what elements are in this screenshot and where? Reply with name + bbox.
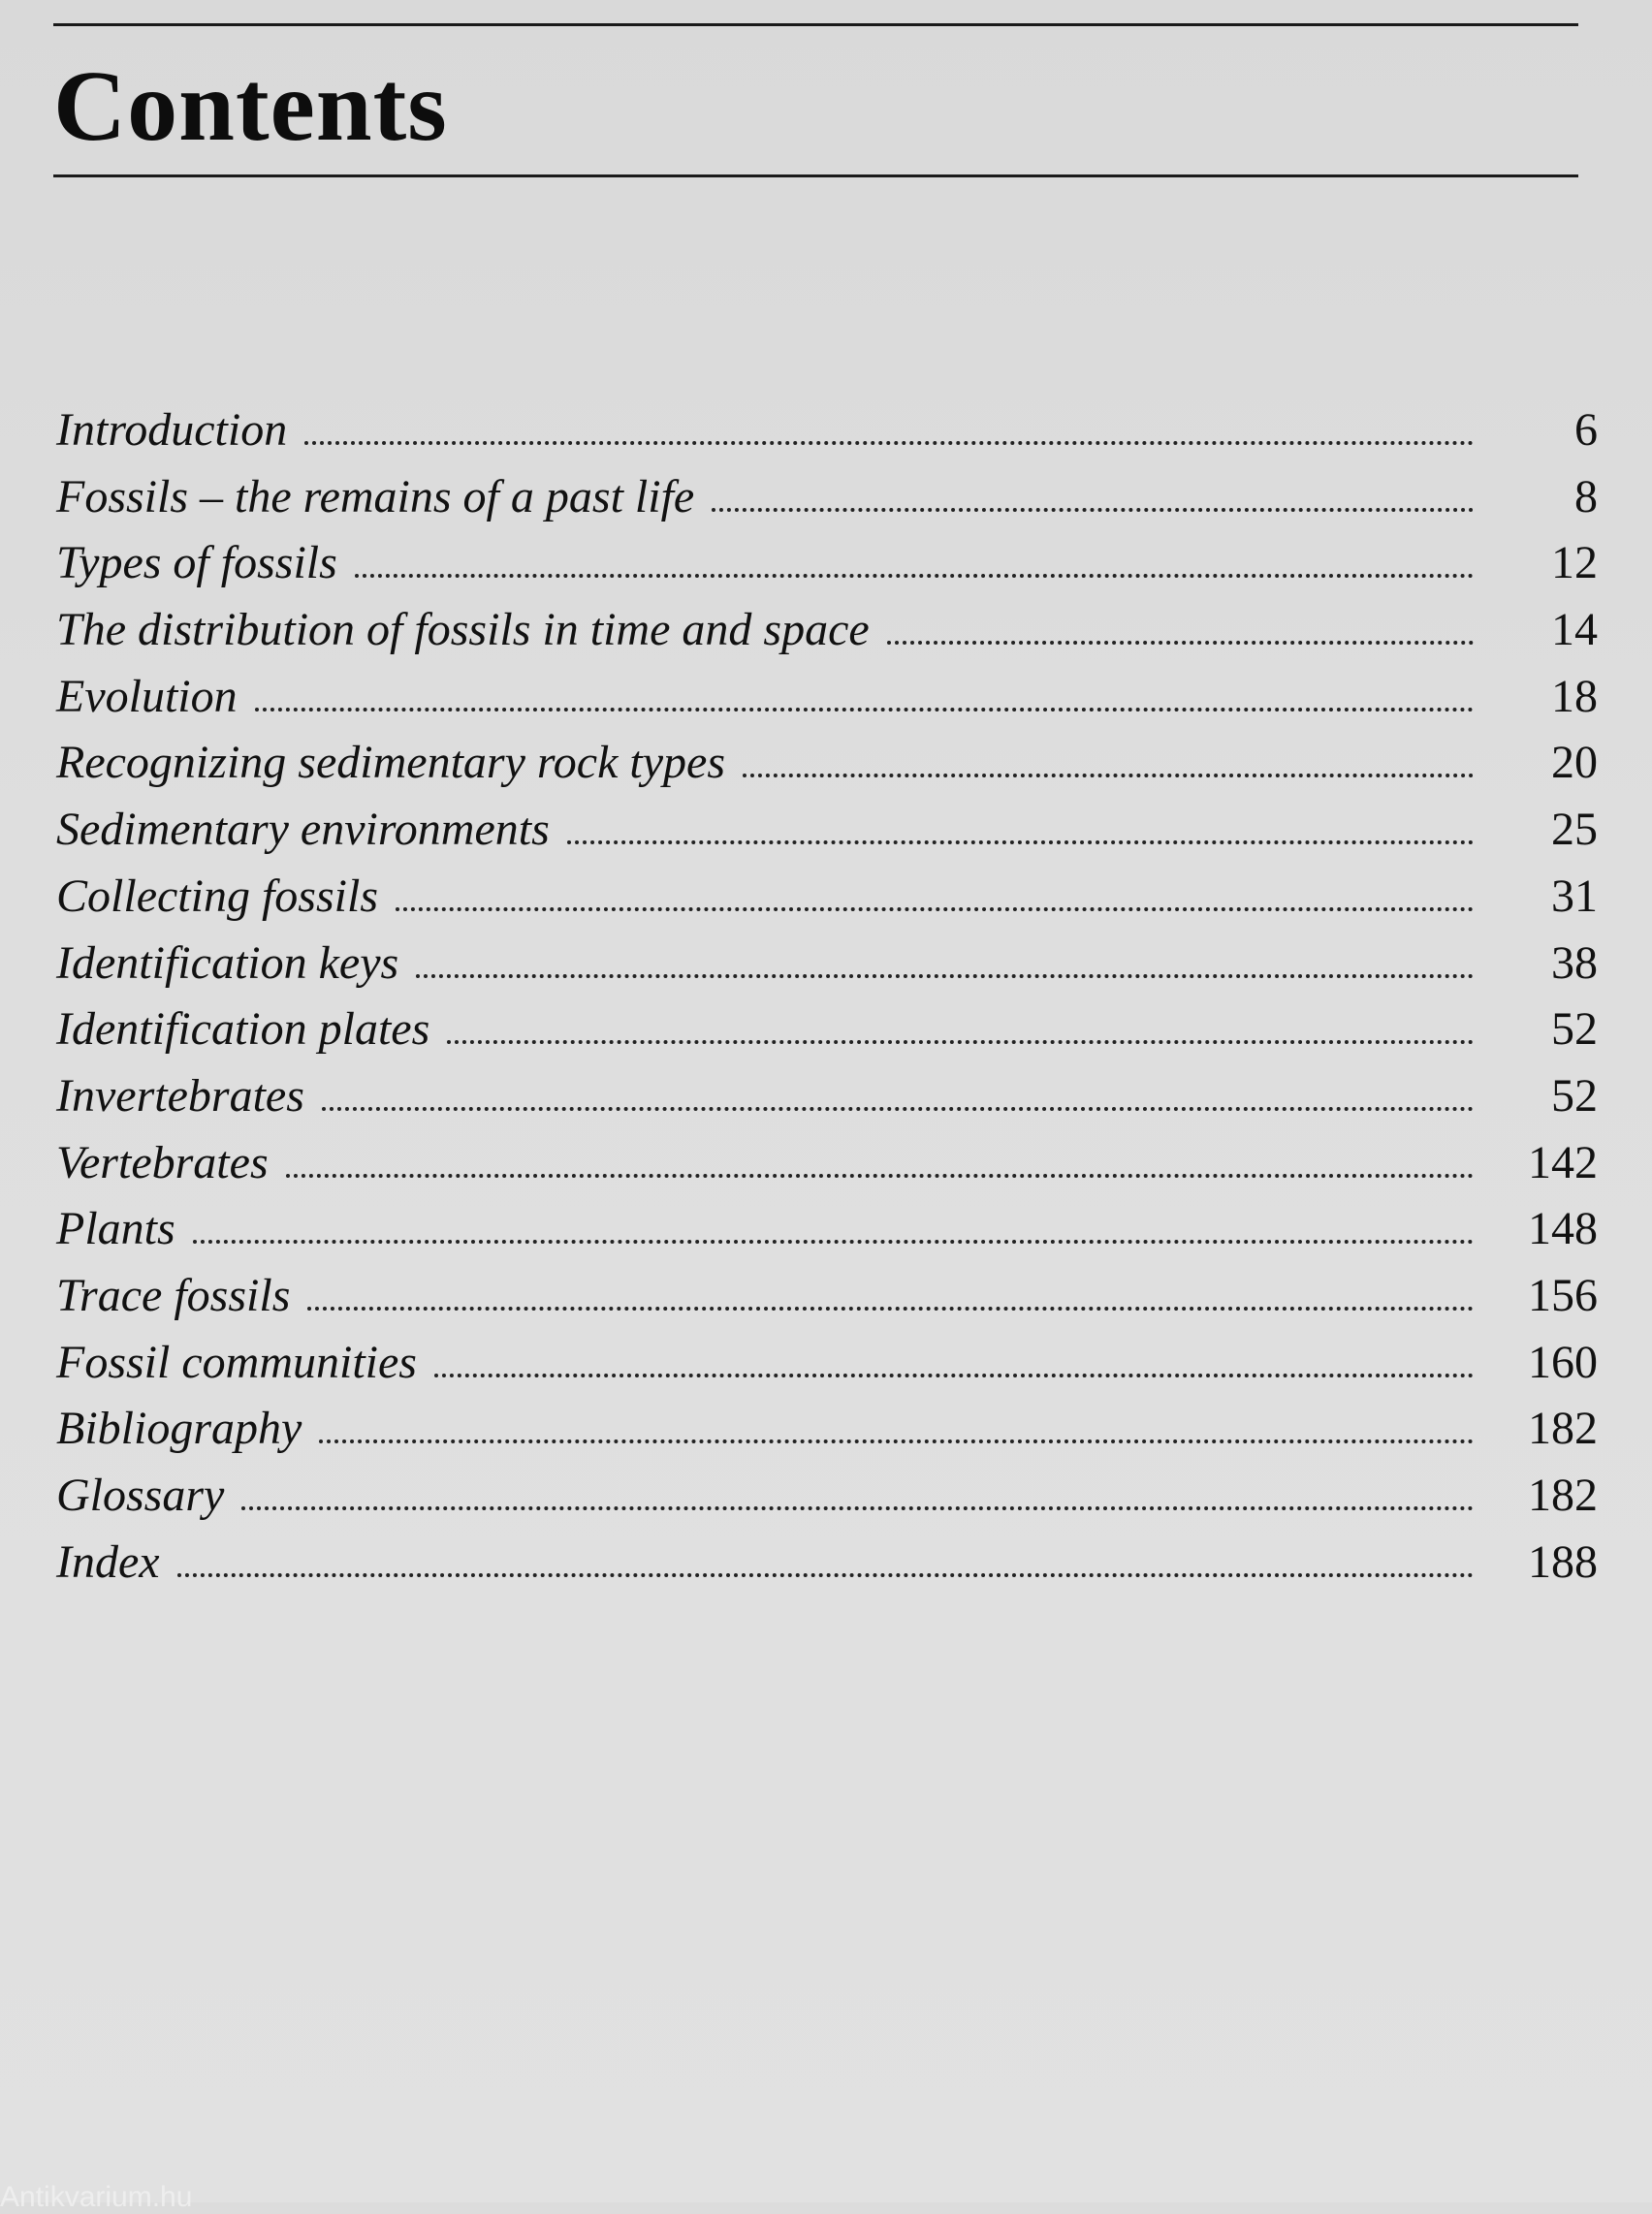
- toc-entry-page-number: 160: [1528, 1336, 1598, 1388]
- dot-leader: [567, 840, 1474, 844]
- toc-entry-title: Glossary: [56, 1470, 225, 1521]
- toc-entry-page-number: 31: [1551, 870, 1598, 922]
- toc-entry-title: Identification keys: [56, 936, 399, 989]
- toc-entry-title: Invertebrates: [56, 1069, 304, 1122]
- toc-entry-title: Sedimentary environments: [56, 804, 550, 856]
- dot-leader: [743, 774, 1474, 777]
- toc-entry-page-number: 182: [1528, 1470, 1598, 1521]
- toc-entry-page-number: 188: [1528, 1535, 1598, 1588]
- toc-entry: [56, 1063, 1598, 1130]
- toc-entry-title: Bibliography: [56, 1403, 302, 1455]
- toc-entry: [56, 931, 1598, 997]
- title-underline-rule: [53, 174, 1578, 177]
- toc-entry-title: Identification plates: [56, 1003, 430, 1056]
- toc-entry-page-number: 14: [1551, 604, 1598, 656]
- toc-entry: [56, 1196, 1598, 1263]
- toc-entry-page-number: 12: [1551, 537, 1598, 589]
- toc-entry-page-number: 38: [1551, 936, 1598, 989]
- toc-entry-title: Introduction: [56, 404, 288, 456]
- toc-entry-title: Fossil communities: [56, 1336, 417, 1388]
- toc-entry-title: The distribution of fossils in time and space: [56, 604, 870, 656]
- dot-leader: [887, 641, 1474, 645]
- toc-entry-title: Fossils – the remains of a past life: [56, 470, 695, 522]
- toc-entry-page-number: 6: [1574, 404, 1598, 456]
- toc-entry: [56, 1263, 1598, 1330]
- toc-entry-page-number: 156: [1528, 1269, 1598, 1321]
- toc-entry-title: Collecting fossils: [56, 870, 379, 922]
- dot-leader: [447, 1040, 1474, 1044]
- dot-leader: [434, 1374, 1474, 1377]
- dot-leader: [319, 1439, 1474, 1443]
- toc-entry-page-number: 8: [1574, 470, 1598, 522]
- toc-entry: [56, 1330, 1598, 1397]
- toc-entry: [56, 1463, 1598, 1530]
- dot-leader: [193, 1240, 1474, 1244]
- toc-entry-page-number: 25: [1551, 804, 1598, 856]
- watermark: Antikvarium.hu: [0, 2181, 193, 2213]
- table-of-contents: [56, 397, 1598, 1596]
- toc-entry-page-number: 182: [1528, 1403, 1598, 1455]
- toc-entry-title: Evolution: [56, 670, 238, 722]
- dot-leader: [712, 508, 1474, 512]
- toc-entry: [56, 730, 1598, 797]
- toc-entry: [56, 797, 1598, 864]
- toc-entry-title: Types of fossils: [56, 537, 337, 589]
- toc-entry: [56, 530, 1598, 597]
- toc-entry: [56, 1130, 1598, 1197]
- toc-entry: [56, 996, 1598, 1063]
- toc-entry: [56, 1530, 1598, 1597]
- toc-entry-page-number: 52: [1551, 1069, 1598, 1122]
- toc-entry: [56, 664, 1598, 731]
- toc-entry-page-number: 20: [1551, 737, 1598, 789]
- dot-leader: [355, 574, 1474, 578]
- toc-entry-page-number: 148: [1528, 1203, 1598, 1255]
- toc-entry-title: Recognizing sedimentary rock types: [56, 737, 726, 789]
- toc-entry-title: Index: [56, 1535, 160, 1588]
- toc-entry-title: Vertebrates: [56, 1136, 269, 1188]
- toc-entry-page-number: 18: [1551, 670, 1598, 722]
- dot-leader: [307, 1307, 1474, 1311]
- dot-leader: [396, 907, 1474, 911]
- toc-entry-page-number: 142: [1528, 1136, 1598, 1188]
- toc-entry: [56, 1396, 1598, 1463]
- dot-leader: [322, 1107, 1474, 1111]
- toc-entry: [56, 464, 1598, 531]
- dot-leader: [416, 974, 1474, 978]
- toc-entry-page-number: 52: [1551, 1003, 1598, 1056]
- toc-entry-title: Plants: [56, 1203, 175, 1255]
- dot-leader: [241, 1506, 1474, 1510]
- dot-leader: [177, 1573, 1474, 1577]
- page-title: Contents: [53, 50, 448, 162]
- dot-leader: [304, 441, 1474, 445]
- toc-entry: [56, 864, 1598, 931]
- dot-leader: [286, 1174, 1474, 1178]
- toc-entry: [56, 397, 1598, 464]
- top-rule: [53, 23, 1578, 26]
- dot-leader: [255, 708, 1474, 712]
- toc-entry: [56, 597, 1598, 664]
- toc-entry-title: Trace fossils: [56, 1269, 291, 1321]
